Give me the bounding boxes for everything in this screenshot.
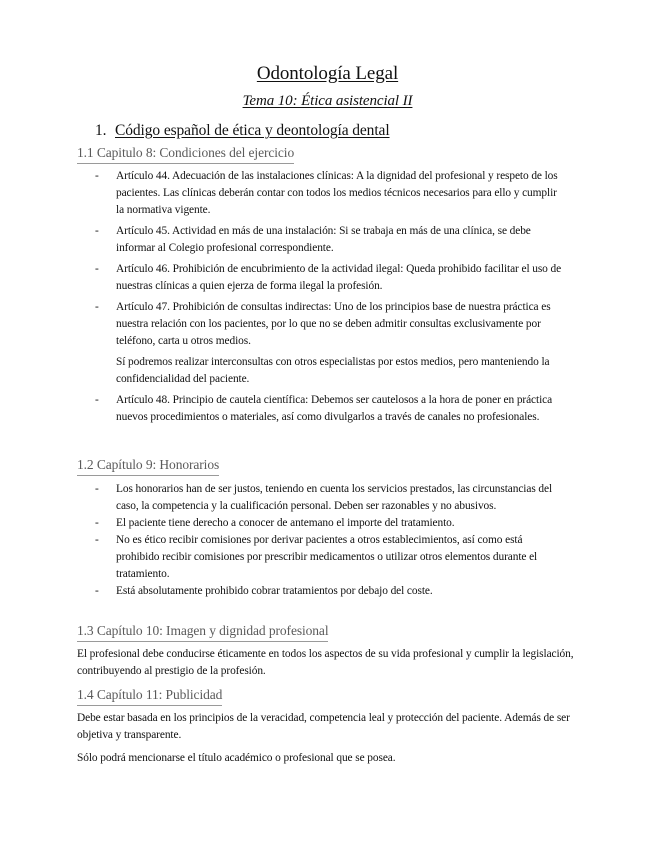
bullet-dash: - bbox=[95, 517, 99, 529]
bullet-dash: - bbox=[95, 394, 99, 406]
bullet-dash: - bbox=[95, 263, 99, 275]
section-heading bbox=[95, 121, 390, 141]
list-item bbox=[95, 392, 565, 426]
bullet-dash: - bbox=[95, 585, 99, 597]
subsection-heading: 1.4 Capítulo 11: Publicidad bbox=[77, 686, 222, 706]
list-item bbox=[95, 261, 565, 295]
list-item bbox=[95, 168, 565, 219]
article-list bbox=[95, 168, 565, 430]
list-item bbox=[95, 532, 565, 583]
paragraph: El profesional debe conducirse éticamente en todos los aspectos de su vida profesional y cumplir la legislación, contribuyendo al prestigio de la profesión. bbox=[77, 648, 574, 677]
paragraph: Debe estar basada en los principios de la veracidad, competencia leal y protección del paciente. Además de ser objetiva y transparente. bbox=[77, 712, 570, 741]
list-item-continuation: Sí podremos realizar interconsultas con otros especialistas por estos medios, pero manteniendo la confidencialidad del paciente. bbox=[116, 356, 550, 385]
list-item-text: Artículo 47. Prohibición de consultas indirectas: Uno de los principios base de nuestra práctica es nuestra relación con los pacientes, por lo que no se deben admitir consultas exclusivamente por teléfono, carta u otros medios. bbox=[116, 301, 551, 347]
list-item bbox=[95, 515, 565, 532]
list-item bbox=[95, 299, 565, 350]
bullet-dash: - bbox=[95, 170, 99, 182]
list-item bbox=[95, 223, 565, 257]
section-number: 1. bbox=[95, 122, 107, 139]
list-item-text: No es ético recibir comisiones por derivar pacientes a otros establecimientos, así como está prohibido recibir comisiones por prescribir medicamentos o utilizar otros elementos durante el tratamiento. bbox=[116, 534, 538, 580]
bullet-dash: - bbox=[95, 301, 99, 313]
list-item-text: Artículo 45. Actividad en más de una instalación: Si se trabaja en más de una clínica, se debe informar al Colegio profesional correspondiente. bbox=[116, 225, 531, 254]
list-item-text: Está absolutamente prohibido cobrar tratamientos por debajo del coste. bbox=[116, 585, 433, 597]
document-title: Odontología Legal bbox=[256, 63, 399, 84]
subsection-heading: 1.3 Capítulo 10: Imagen y dignidad profesional bbox=[77, 622, 328, 642]
paragraph: Sólo podrá mencionarse el título académico o profesional que se posea. bbox=[77, 752, 396, 764]
list-item-text: El paciente tiene derecho a conocer de antemano el importe del tratamiento. bbox=[116, 517, 455, 529]
list-item bbox=[95, 583, 565, 600]
bullet-dash: - bbox=[95, 483, 99, 495]
bullet-dash: - bbox=[95, 534, 99, 546]
list-item-text: Artículo 48. Principio de cautela científica: Debemos ser cautelosos a la hora de poner en práctica nuevos procedimientos o materiales, así como divulgarlos a través de canales no profesionales. bbox=[116, 394, 553, 423]
document-subtitle: Tema 10: Ética asistencial II bbox=[242, 93, 413, 109]
subsection-heading: 1.2 Capítulo 9: Honorarios bbox=[77, 456, 219, 476]
section-title: Código español de ética y deontología dental bbox=[115, 122, 390, 139]
bullet-dash: - bbox=[95, 225, 99, 237]
list-item-text: Artículo 44. Adecuación de las instalaciones clínicas: A la dignidad del profesional y respeto de los pacientes. Las clínicas deberán contar con todos los medios técnicos necesarios para ello y cumplir la normativa vigente. bbox=[116, 170, 558, 216]
subsection-heading: 1.1 Capitulo 8: Condiciones del ejercicio bbox=[77, 144, 294, 164]
honorarios-list bbox=[95, 481, 565, 600]
list-item bbox=[95, 481, 565, 515]
list-item-text: Los honorarios han de ser justos, teniendo en cuenta los servicios prestados, las circunstancias del caso, la competencia y la cualificación personal. Deben ser razonables y no abusivos. bbox=[116, 483, 553, 512]
list-item-text: Artículo 46. Prohibición de encubrimiento de la actividad ilegal: Queda prohibido facilitar el uso de nuestras clínicas a quien ejerza de forma ilegal la profesión. bbox=[116, 263, 562, 292]
